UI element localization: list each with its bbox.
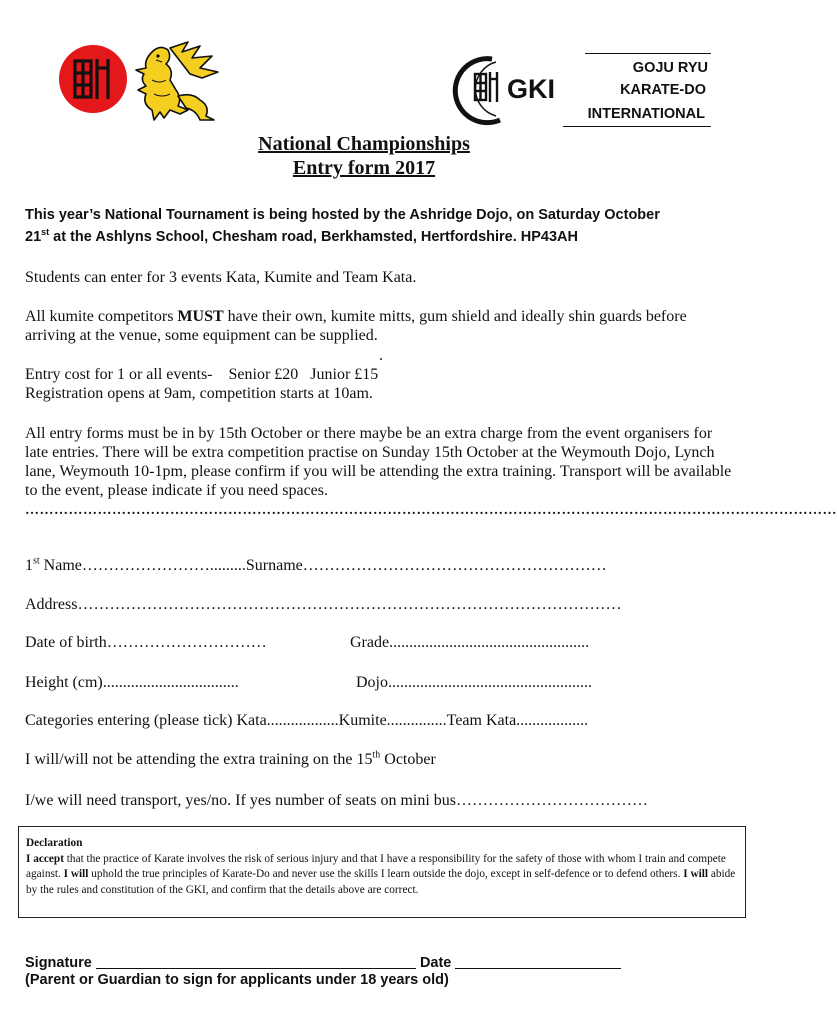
training-post: October <box>380 751 436 768</box>
registration-text: Registration opens at 9am, competition starts at 10am. <box>25 385 373 402</box>
page-title: National Championships <box>258 133 470 155</box>
dojo-field[interactable]: Dojo................................................... <box>356 674 592 691</box>
kumite-requirements <box>25 307 735 345</box>
declaration-accept: I accept <box>26 852 64 865</box>
org-bottom-rule <box>563 126 711 127</box>
declaration-text-2: uphold the true principles of Karate-Do and never use the skills I learn outside the dojo, except in self-defence or to defend others. <box>88 868 684 880</box>
training-field[interactable] <box>25 750 436 770</box>
gki-wordmark: GKI <box>507 74 556 104</box>
declaration-text <box>26 852 738 899</box>
dob-field[interactable]: Date of birth………………………… <box>25 634 267 651</box>
kumite-must: MUST <box>177 308 224 325</box>
signature-label: Signature <box>25 955 92 971</box>
training-sup: th <box>372 749 381 761</box>
org-top-rule <box>585 53 711 54</box>
org-line-2: KARATE-DO <box>620 82 706 98</box>
org-line-3: INTERNATIONAL <box>587 106 705 122</box>
declaration-text-3: abide by the rules and constitution of the GKI, and confirm that the details above are correct. <box>26 868 736 896</box>
name-sup: st <box>33 555 40 567</box>
date-line[interactable] <box>455 954 621 969</box>
dragon-icon <box>130 40 222 124</box>
deadline-text: All entry forms must be in by 15th October or there maybe be an extra charge from the event organisers for late entries. There will be extra competition practise on Sunday 15th October at the Weymouth Dojo, Lynch lane, Weymouth 10-1pm, please confirm if you will be attending the extra training. Transport will be available to the event, please indicate if you need spaces. <box>25 425 732 499</box>
kumite-pre: All kumite competitors <box>25 308 178 325</box>
declaration-will-1: I will <box>63 868 89 880</box>
training-pre: I will/will not be attending the extra training on the 15 <box>25 751 373 768</box>
categories-field[interactable]: Categories entering (please tick) Kata..................Kumite...............Team Kata.................. <box>25 712 589 729</box>
signature-row <box>25 954 621 971</box>
transport-field[interactable]: I/we will need transport, yes/no. If yes number of seats on mini bus……………………………… <box>25 792 649 809</box>
club-emblem-icon <box>58 44 128 114</box>
name-num: 1 <box>25 557 33 574</box>
separator-dots: …………………………………………………………………………………………………………………………………………………… <box>25 503 837 518</box>
name-field[interactable] <box>25 556 607 576</box>
declaration-text-1: that the practice of Karate involves the risk of serious injury and that I have a responsibility for the safety of those with whom I train and compete against. <box>26 852 726 880</box>
kumite-post: have their own, kumite mitts, gum shield and ideally shin guards before arriving at the venue, some equipment can be supplied. <box>25 308 687 344</box>
page-subtitle: Entry form 2017 <box>292 157 436 179</box>
signature-line[interactable] <box>96 954 416 969</box>
cost-text: Entry cost for 1 or all events- Senior £20 Junior £15 <box>25 366 379 383</box>
date-label: Date <box>419 955 452 971</box>
grade-field[interactable]: Grade.................................................. <box>350 634 590 651</box>
intro-day: 21 <box>25 229 42 245</box>
signature-note: (Parent or Guardian to sign for applicants under 18 years old) <box>25 972 449 988</box>
venue-intro <box>25 204 740 248</box>
name-label: Name…………………….........Surname………………………………………………… <box>39 557 607 574</box>
events-text: Students can enter for 3 events Kata, Kumite and Team Kata. <box>25 269 417 286</box>
declaration-box <box>18 826 746 918</box>
declaration-title: Declaration <box>26 837 83 849</box>
intro-day-suffix: st <box>41 227 50 238</box>
declaration-will-2: I will <box>683 868 709 880</box>
address-field[interactable]: Address………………………………………………………………………………………… <box>25 596 622 613</box>
intro-part-2: at the Ashlyns School, Chesham road, Berkhamsted, Hertfordshire. HP43AH <box>49 229 579 245</box>
stray-dot: . <box>379 347 383 364</box>
org-line-1: GOJU RYU <box>632 60 708 76</box>
intro-part-1: This year’s National Tournament is being hosted by the Ashridge Dojo, on Saturday October <box>25 207 660 223</box>
height-field[interactable]: Height (cm).................................. <box>25 674 239 691</box>
